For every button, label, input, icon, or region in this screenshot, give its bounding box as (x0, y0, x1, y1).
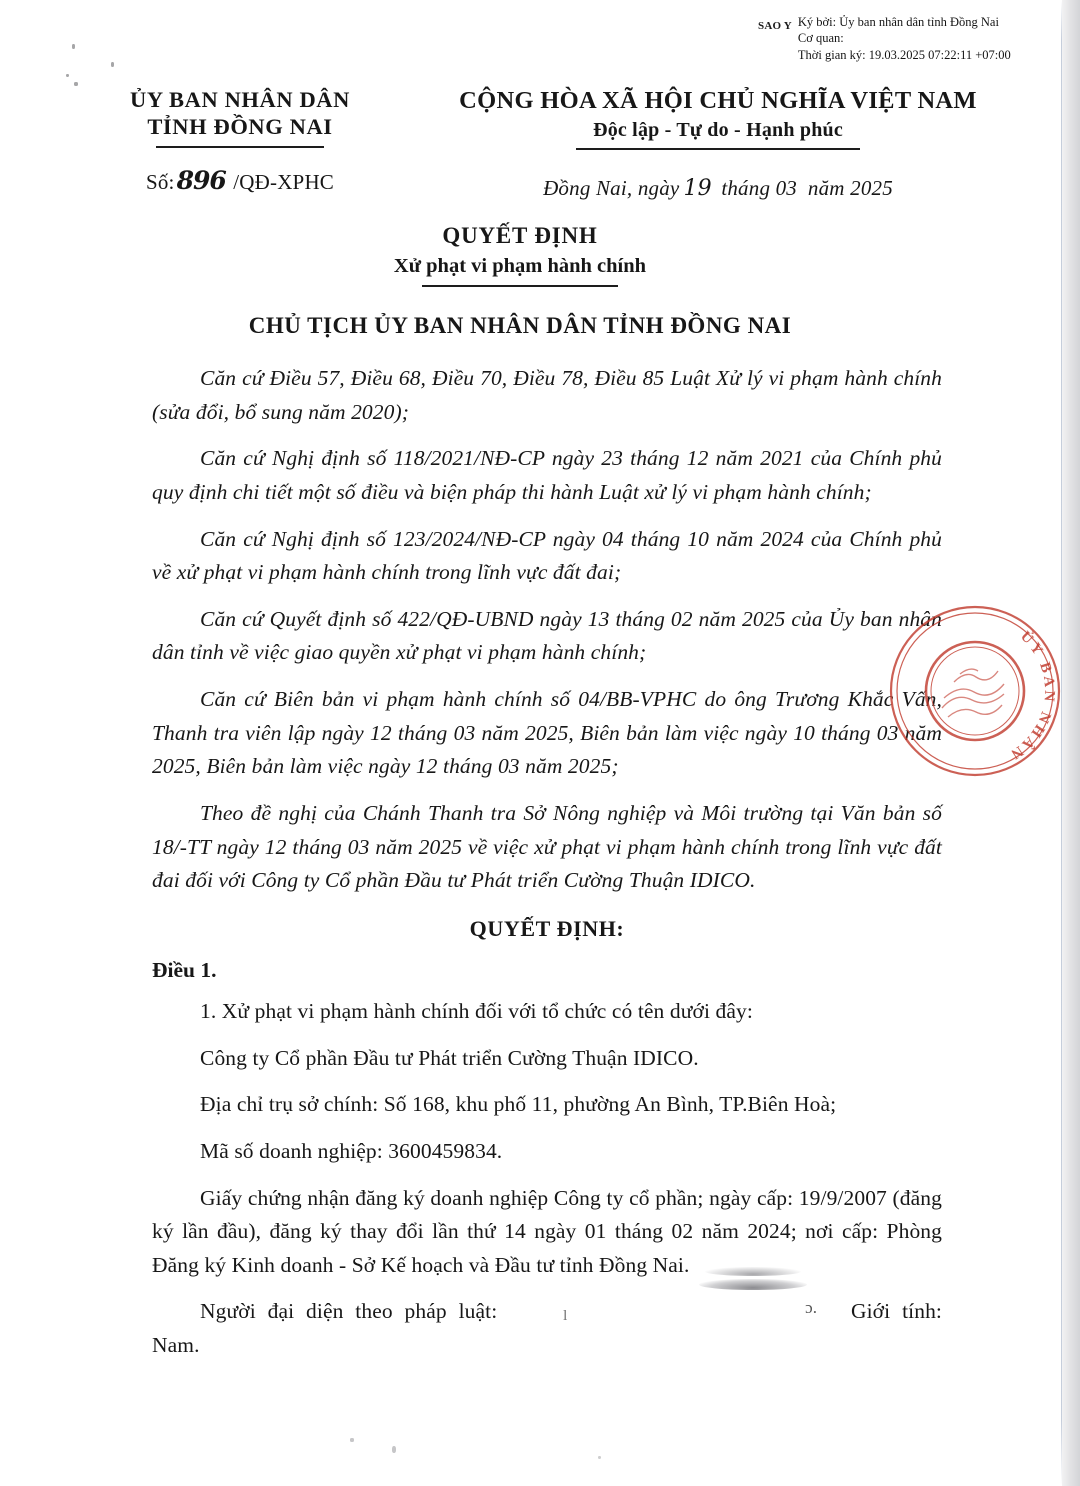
organization-name: Công ty Cổ phần Đầu tư Phát triển Cường Thuận IDICO. (200, 1045, 699, 1070)
scan-speckle (72, 44, 75, 49)
scan-speckle (74, 82, 78, 86)
redacted-fragment-right: ɔ. (805, 1297, 818, 1317)
article-1-heading: Điều 1. (152, 957, 217, 982)
redaction-smudge (699, 1279, 807, 1290)
signature-agency: Cơ quan: (797, 31, 844, 46)
redaction-smudge-secondary (705, 1267, 801, 1276)
scan-speckle (66, 74, 69, 77)
redacted-fragment-left: l (563, 1307, 568, 1324)
document-number-suffix: /QĐ-XPHC (233, 169, 335, 194)
page-edge-shadow (1062, 0, 1080, 1486)
organization-address: Địa chỉ trụ sở chính: Số 168, khu phố 11, phường An Bình, TP.Biên Hoà; (200, 1092, 837, 1117)
date-month: tháng 03 (721, 176, 797, 201)
document-title-block (0, 222, 1040, 339)
title-underline (422, 285, 618, 287)
authority-line-1: ỦY BAN NHÂN DÂN (129, 87, 351, 112)
issuing-authority-block (0, 86, 420, 201)
document-header (0, 86, 1040, 201)
signature-timestamp: Thời gian ký: 19.03.2025 07:22:11 +07:00 (797, 47, 1011, 62)
preamble-paragraph: Căn cứ Nghị định số 123/2024/NĐ-CP ngày 04 tháng 10 năm 2024 của Chính phủ về xử phạt vi phạm hành chính trong lĩnh vực đất đai; (152, 526, 942, 585)
representative-gender: Giới tính: Nam. (152, 1299, 942, 1358)
document-number-value: 896 (176, 165, 226, 195)
preamble-paragraph: Căn cứ Nghị định số 118/2021/NĐ-CP ngày 23 tháng 12 năm 2021 của Chính phủ quy định chi tiết một số điều và biện pháp thi hành Luật xử lý vi phạm hành chính; (152, 446, 942, 504)
document-title: QUYẾT ĐỊNH (442, 223, 598, 248)
authority-line-2: TỈNH ĐỒNG NAI (147, 114, 333, 140)
legal-representative-line (152, 1295, 942, 1362)
issuer-title: CHỦ TỊCH ỦY BAN NHÂN DÂN TỈNH ĐỒNG NAI (248, 313, 792, 339)
document-body (152, 362, 942, 1366)
scan-speckle (350, 1438, 354, 1442)
legal-representative-label: Người đại diện theo pháp luật: (200, 1299, 498, 1324)
document-number (60, 166, 420, 195)
redacted-name (509, 1297, 839, 1324)
scan-speckle (111, 62, 114, 67)
scan-speckle (392, 1446, 396, 1453)
document-subtitle: Xử phạt vi phạm hành chính (393, 254, 647, 277)
signature-signed-by: Ký bởi: Ủy ban nhân dân tỉnh Đồng Nai (797, 15, 999, 29)
article-1-item-1: 1. Xử phạt vi phạm hành chính đối với tổ chức có tên dưới đây: (200, 998, 753, 1023)
national-motto: Độc lập - Tự do - Hạnh phúc (593, 119, 843, 142)
date-day: 19 (683, 176, 712, 202)
sao-y-mark: SAO Y (758, 20, 792, 32)
signature-details (798, 14, 1011, 63)
organization-registration: Giấy chứng nhận đăng ký doanh nghiệp Công ty cổ phần; ngày cấp: 19/9/2007 (đăng ký lần đầu), đăng ký thay đổi lần thứ 14 ngày 01 tháng 02 năm 2024; nơi cấp: Phòng Đăng ký Kinh doanh - Sở Kế hoạch và Đầu tư tỉnh Đồng Nai. (152, 1185, 942, 1277)
date-place: Đồng Nai, ngày (543, 176, 680, 201)
digital-signature-block (758, 14, 1058, 63)
motto-underline (576, 148, 860, 150)
preamble-paragraph: Theo đề nghị của Chánh Thanh tra Sở Nông nghiệp và Môi trường tại Văn bản số 18/-TT ngày 12 tháng 03 năm 2025 về việc xử phạt vi phạm hành chính trong lĩnh vực đất đai đối với Công ty Cổ phần Đầu tư Phát triển Cường Thuận IDICO. (152, 801, 942, 893)
preamble-paragraph: Căn cứ Điều 57, Điều 68, Điều 70, Điều 78, Điều 85 Luật Xử lý vi phạm hành chính (sửa đổi, bổ sung năm 2020); (152, 366, 942, 424)
date-year: năm 2025 (807, 176, 893, 201)
scan-speckle (598, 1456, 601, 1459)
svg-text:ỦY BAN NHÂN: ỦY BAN NHÂN (1005, 628, 1058, 764)
place-and-date (420, 176, 1016, 201)
national-title: CỘNG HÒA XÃ HỘI CHỦ NGHĨA VIỆT NAM (459, 87, 977, 114)
preamble-paragraph: Căn cứ Biên bản vi phạm hành chính số 04/BB-VPHC do ông Trương Khắc Vấn, Thanh tra viên lập ngày 12 tháng 03 năm 2025, Biên bản làm việc ngày 10 tháng 03 năm 2025, Biên bản làm việc ngày 12 tháng 03 năm 2025; (152, 687, 942, 779)
document-number-prefix: Số: (145, 169, 175, 194)
authority-underline (156, 146, 324, 148)
decision-heading: QUYẾT ĐỊNH: (469, 915, 625, 941)
preamble-paragraph: Căn cứ Quyết định số 422/QĐ-UBND ngày 13 tháng 02 năm 2025 của Ủy ban nhân dân tỉnh về việc giao quyền xử phạt vi phạm hành chính; (152, 606, 942, 665)
national-heading-block (420, 86, 1040, 201)
organization-tax-code: Mã số doanh nghiệp: 3600459834. (200, 1138, 503, 1163)
